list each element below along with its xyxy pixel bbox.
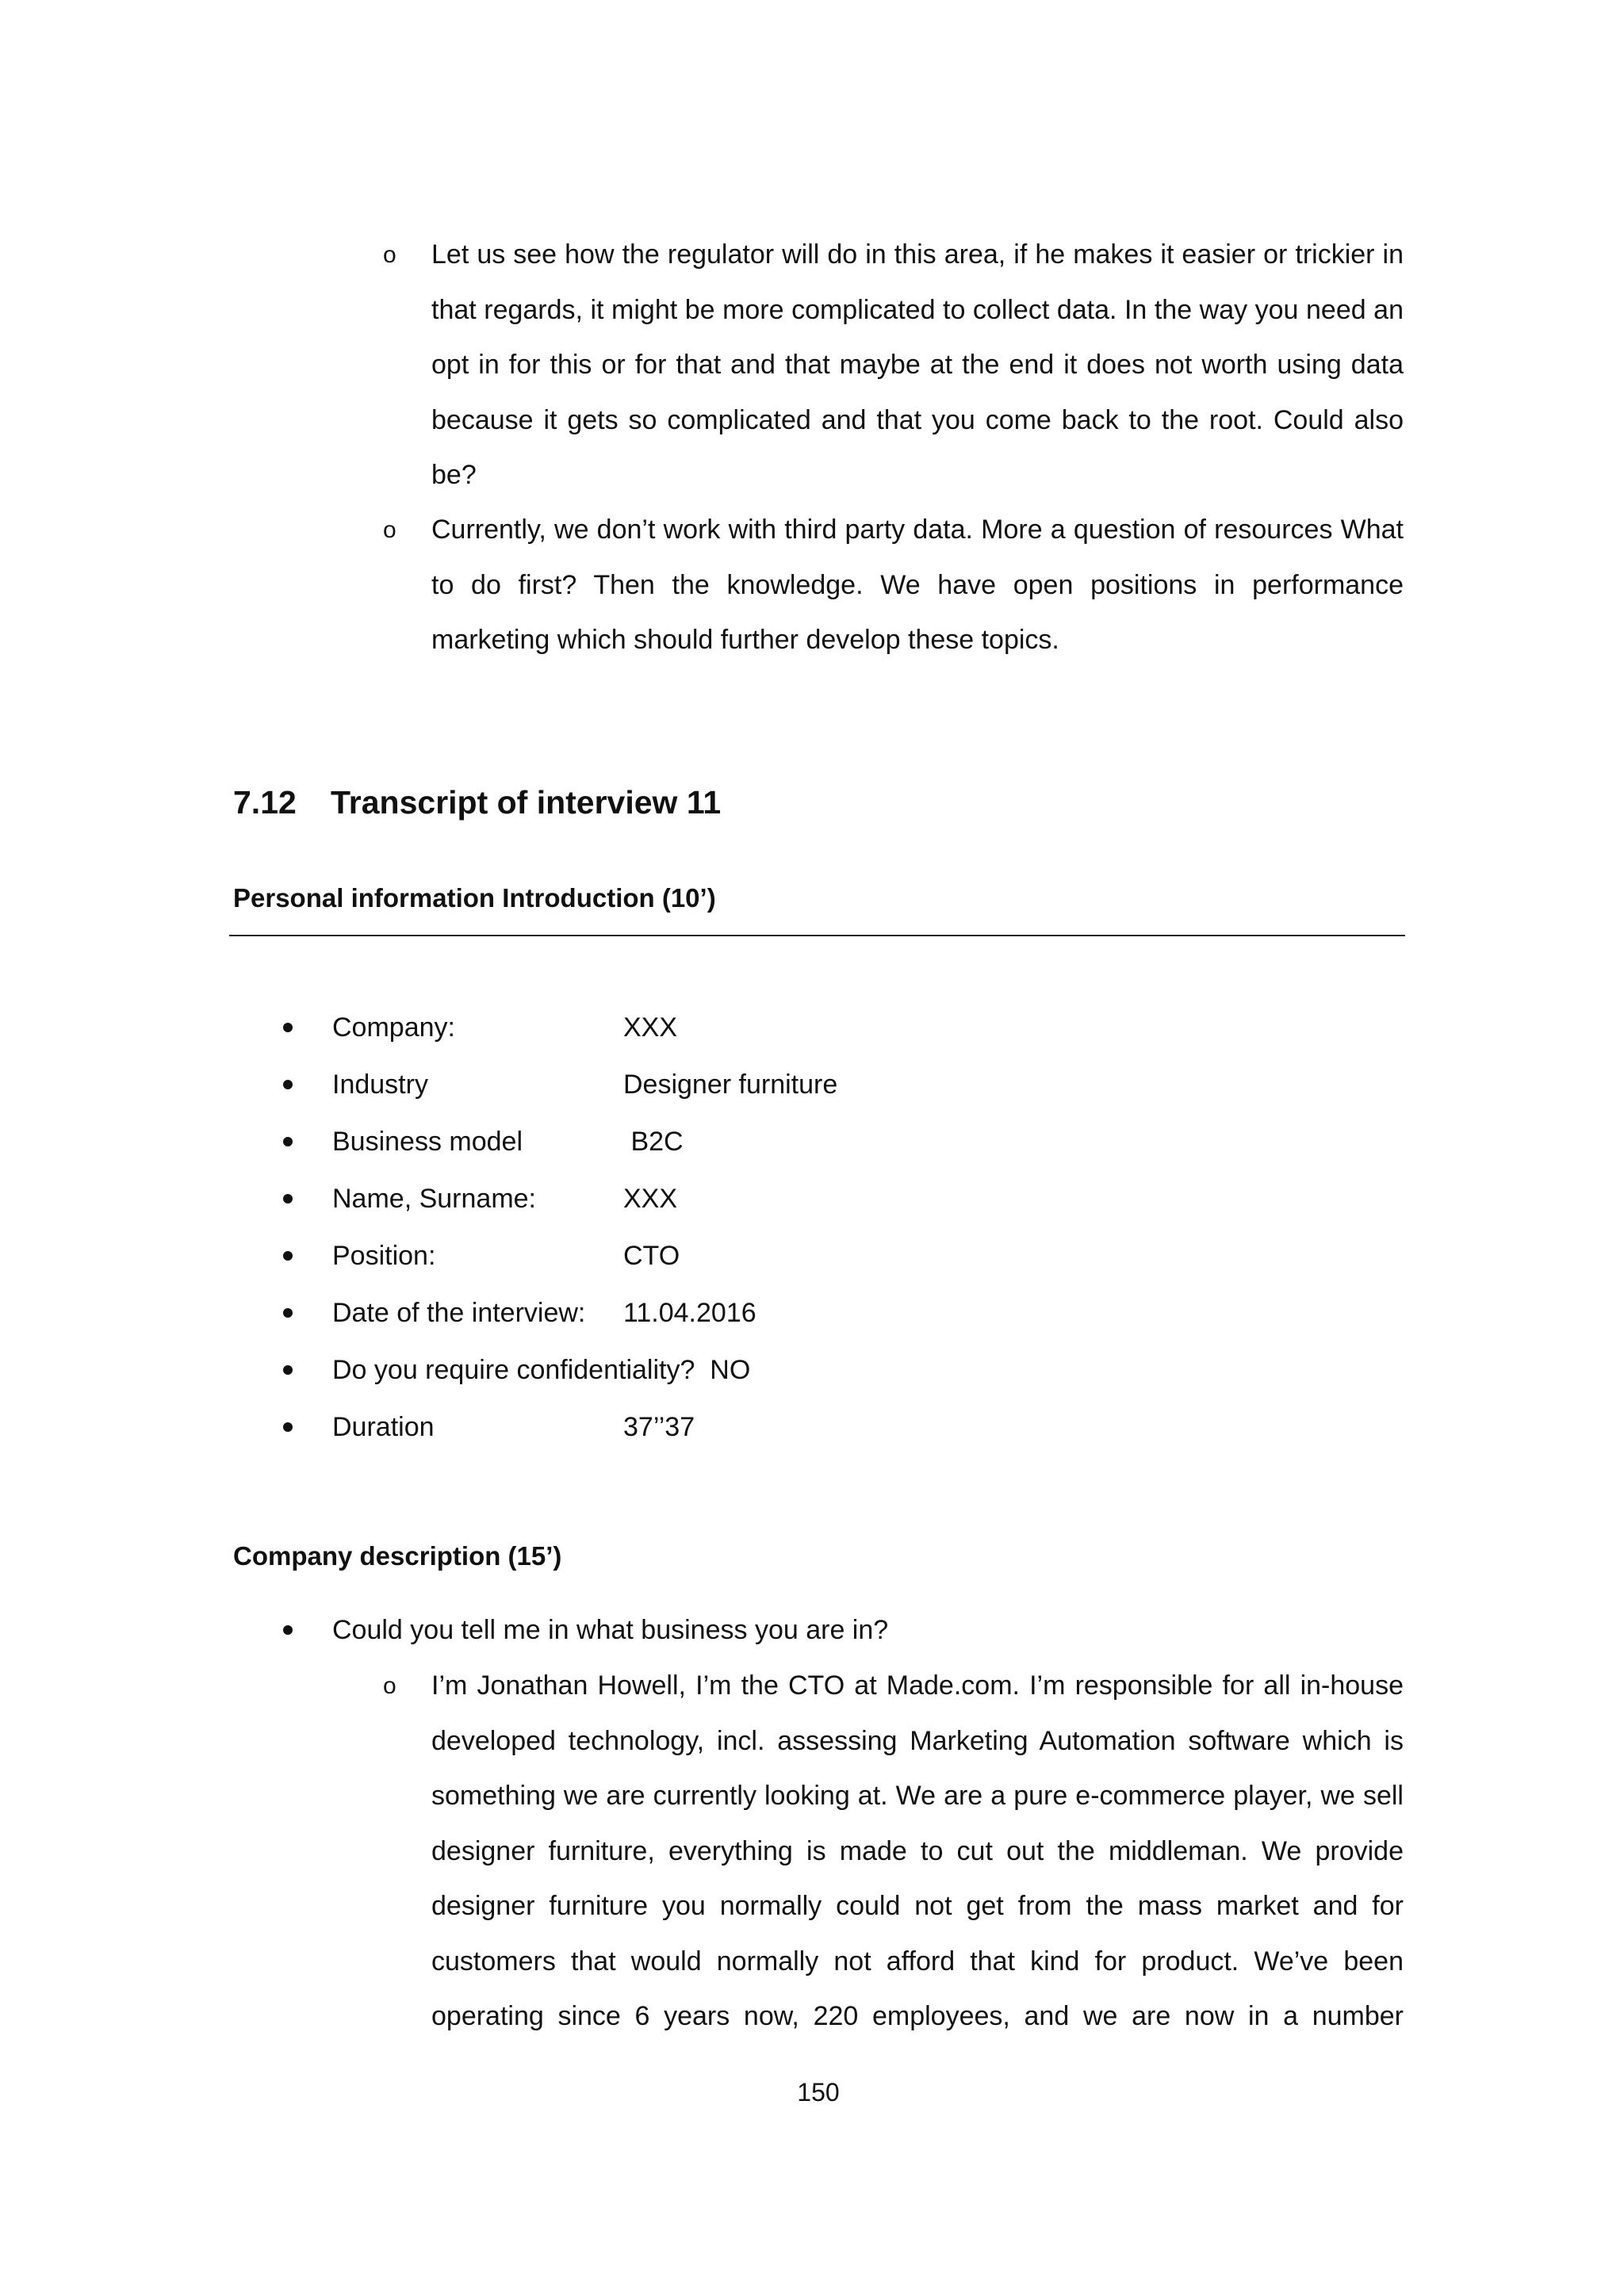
info-label: Date of the interview: [332, 1298, 586, 1328]
horizontal-rule [229, 935, 1405, 936]
sub-bullet-text: Let us see how the regulator will do in this area, if he makes it easier or trickier in that regards, it might be more complicated to collect data. In the way you need an opt in for this or for that and that maybe at the end it does not worth using data because it gets so complicated and that you come back to the root. Could also be? [431, 239, 1404, 490]
info-value: Designer furniture [623, 1070, 838, 1100]
info-label: Position: [332, 1241, 436, 1271]
info-label: Duration [332, 1412, 435, 1442]
info-label: Name, Surname: [332, 1184, 536, 1214]
section-title: Transcript of interview 11 [331, 784, 722, 821]
info-value: 37’’37 [623, 1412, 695, 1442]
info-value: 11.04.2016 [623, 1298, 756, 1328]
sub-bullet-text: Currently, we don’t work with third party data. More a question of resources What to do first? Then the knowledge. We have open positions in performance marketing which should further develop these topics. [431, 515, 1404, 655]
info-value: XXX [623, 1012, 678, 1043]
question-text: Could you tell me in what business you are in? [332, 1615, 889, 1645]
info-label: Do you require confidentiality? NO [332, 1355, 751, 1385]
info-value: XXX [623, 1184, 678, 1214]
bullet-dot-icon [283, 1625, 293, 1635]
personal-info-heading: Personal information Introduction (10’) [233, 883, 716, 913]
sub-bullet-marker: o [383, 517, 396, 543]
company-description-heading: Company description (15’) [233, 1541, 562, 1571]
info-value: B2C [623, 1127, 684, 1157]
section-heading [233, 780, 721, 825]
bullet-dot-icon [283, 1023, 293, 1032]
info-label: Company: [332, 1012, 455, 1043]
bullet-dot-icon [283, 1308, 293, 1318]
bullet-dot-icon [283, 1080, 293, 1089]
info-label: Business model [332, 1127, 523, 1157]
bullet-dot-icon [283, 1194, 293, 1203]
sub-bullet-marker: o [383, 242, 396, 268]
section-number: 7.12 [233, 784, 297, 821]
bullet-dot-icon [283, 1251, 293, 1261]
bullet-dot-icon [283, 1365, 293, 1375]
answer-text: I’m Jonathan Howell, I’m the CTO at Made.com. I’m responsible for all in-house developed technology, incl. assessing Marketing Automation software which is something we are currently looking at. We are a pure e-commerce player, we sell designer furniture, everything is made to cut out the middleman. We provide designer furniture you normally could not get from the mass market and for customers that would normally not afford that kind for product. We’ve been operating since 6 years now, 220 employees, and we are now in a number [431, 1670, 1404, 2031]
info-value: CTO [623, 1241, 680, 1271]
info-label: Industry [332, 1070, 428, 1100]
page-number: 150 [797, 2078, 840, 2107]
sub-bullet-marker: o [383, 1673, 396, 1699]
bullet-dot-icon [283, 1137, 293, 1146]
bullet-dot-icon [283, 1422, 293, 1432]
